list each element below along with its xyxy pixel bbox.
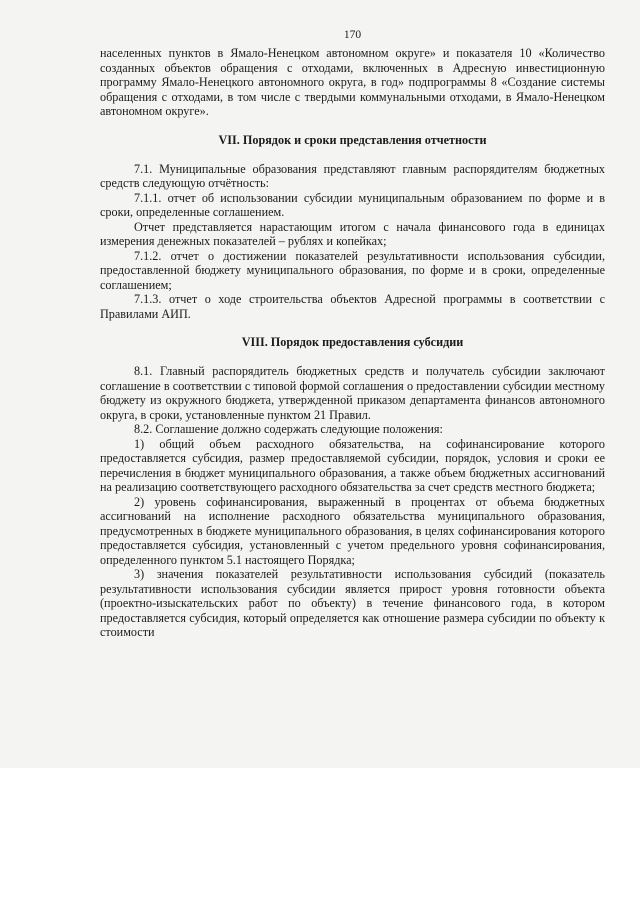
paragraph-continuation: населенных пунктов в Ямало-Ненецком автономном округе» и показателя 10 «Количество созданных объектов обращения с отходами, включенных в Адресную инвестиционную программу Ямало-Ненецкого автономного округа, в год» подпрограммы 8 «Создание системы обращения с отходами, в том числе с твердыми коммунальными отходами, в Ямало-Ненецком автономном округе». [100,46,605,118]
page-number: 170 [343,29,362,41]
document-page [100,28,605,640]
paragraph-8-2-item-3: 3) значения показателей результативности использования субсидий (показатель результативности использования субсидии является прирост уровня готовности объекта (проектно-изыскательских работ по объекту) в течение финансового года, в котором предоставляется субсидия, который определяется как отношение размера субсидии по объекту к стоимости [100,567,605,639]
section-heading-8: VIII. Порядок предоставления субсидии [241,335,464,349]
paragraph-7-1-1: 7.1.1. отчет об использовании субсидии муниципальным образованием по форме и в сроки, определенные соглашением. [100,190,605,219]
section-heading-7: VII. Порядок и сроки представления отчетности [218,132,487,147]
paragraph-7-1: 7.1. Муниципальные образования представляют главным распорядителям бюджетных средств следующую отчётность: [100,161,605,190]
paragraph-7-1-2: 7.1.2. отчет о достижении показателей результативности использования субсидии, предоставленной бюджету муниципального образования, по форме и в сроки, определенные соглашением; [100,248,605,292]
paragraph-7-1-3: 7.1.3. отчет о ходе строительства объектов Адресной программы в соответствии с Правилами АИП. [100,292,605,321]
paragraph-8-2: 8.2. Соглашение должно содержать следующие положения: [134,422,443,436]
paragraph-8-2-item-1: 1) общий объем расходного обязательства, на софинансирование которого предоставляется субсидия, размер предоставляемой субсидии, порядок, условия и сроки ее перечисления в бюджет муниципального образования, а также объем бюджетных ассигнований на реализацию соответствующего расходного обязательства за счет средств местного бюджета; [100,436,605,494]
paragraph-report-note: Отчет представляется нарастающим итогом с начала финансового года в единицах измерения денежных показателей – рублях и копейках; [100,219,605,248]
paragraph-8-2-item-2: 2) уровень софинансирования, выраженный в процентах от объема бюджетных ассигнований на исполнение расходного обязательства муниципального образования, предусмотренных в бюджете муниципального образования, в целях софинансирования которого предоставляется субсидия, установленный с учетом предельного уровня софинансирования, определенного пунктом 5.1 настоящего Порядка; [100,494,605,567]
paragraph-8-1: 8.1. Главный распорядитель бюджетных средств и получатель субсидии заключают соглашение в соответствии с типовой формой соглашения о предоставлении субсидии местному бюджету из окружного бюджета, утвержденной приказом департамента финансов автономного округа, в сроки, установленные пунктом 21 Правил. [100,364,605,422]
